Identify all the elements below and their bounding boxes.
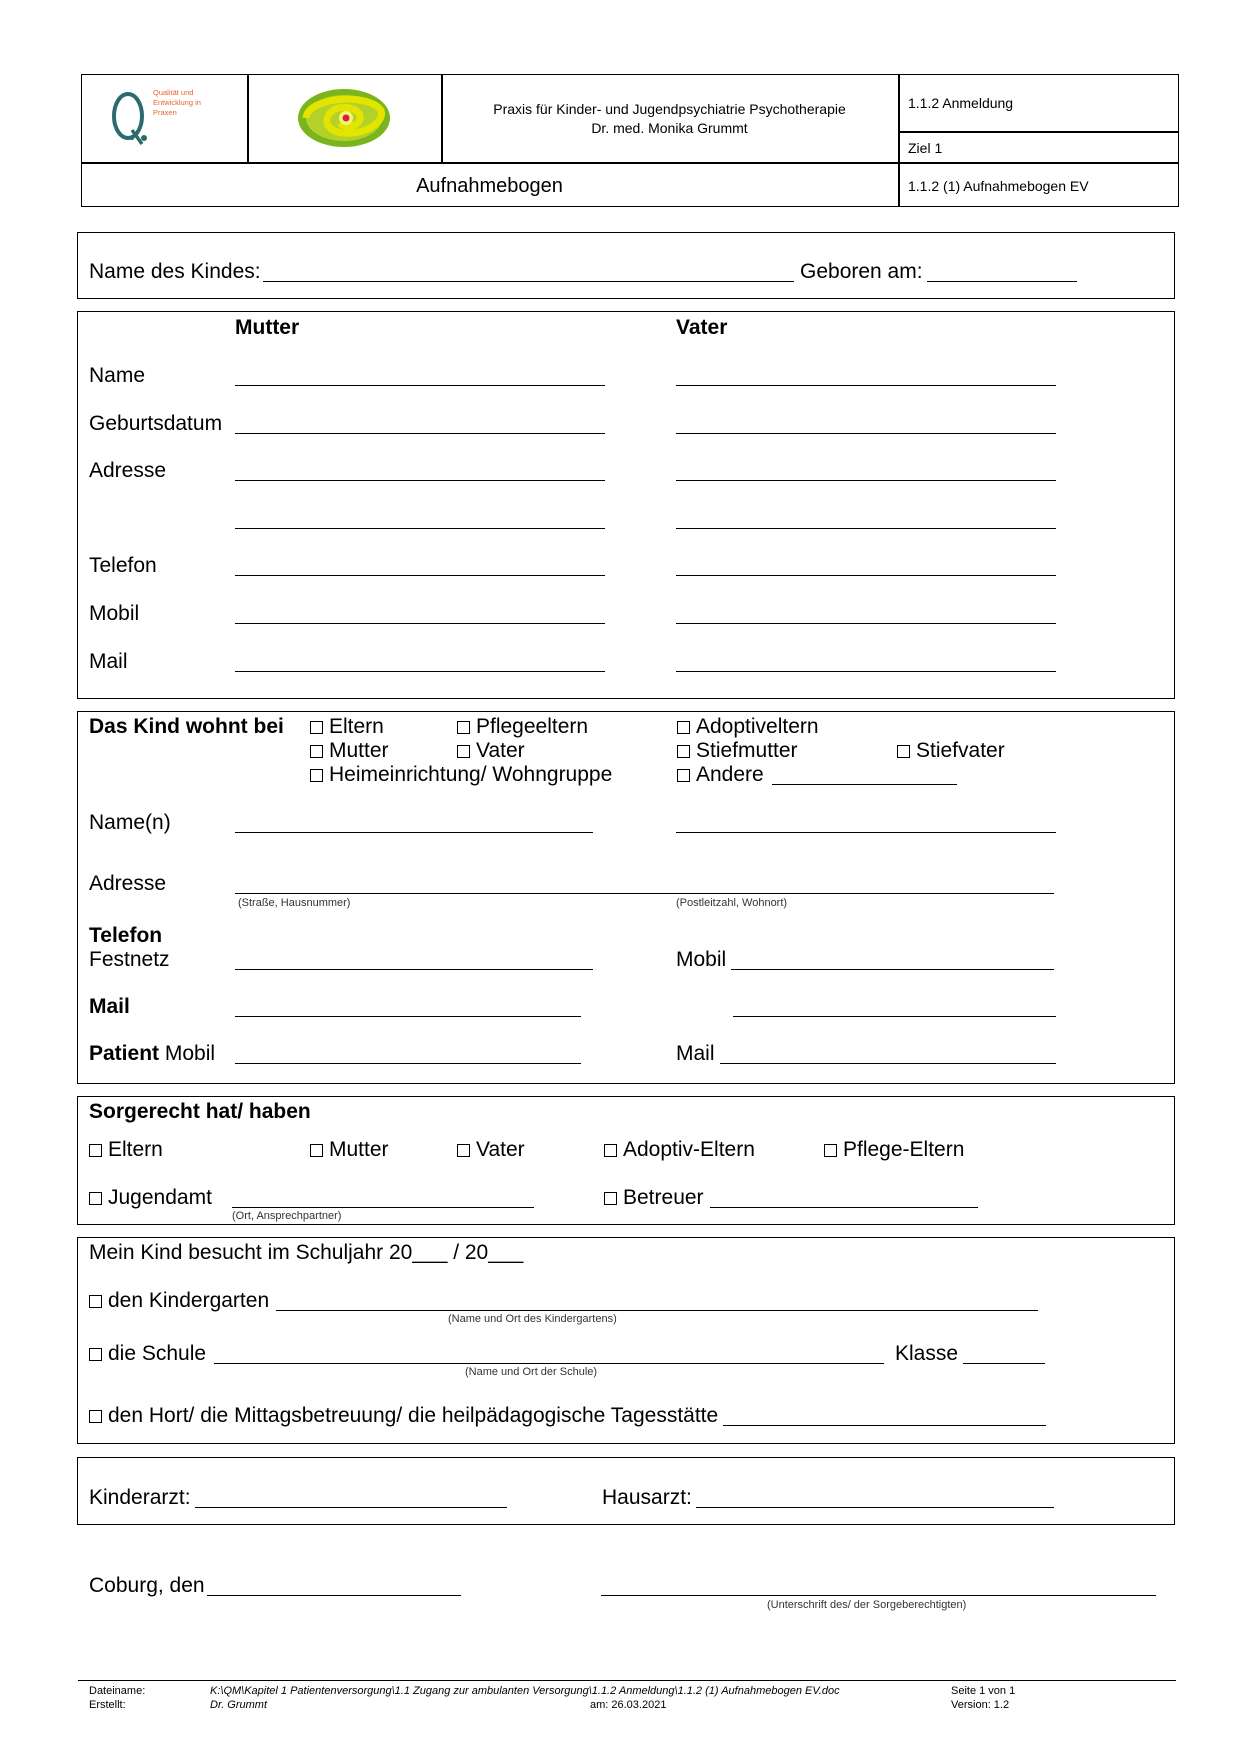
checkbox[interactable] bbox=[824, 1144, 837, 1157]
custody-mutter[interactable] bbox=[310, 1139, 389, 1160]
option-label: Heimeinrichtung/ Wohngruppe bbox=[329, 763, 613, 786]
father-mail-field[interactable] bbox=[676, 671, 1056, 672]
checkbox[interactable] bbox=[310, 721, 323, 734]
checkbox[interactable] bbox=[310, 769, 323, 782]
birthdate-field[interactable] bbox=[927, 281, 1077, 282]
option-label: Mutter bbox=[329, 739, 389, 762]
option-label: Pflege-Eltern bbox=[843, 1138, 965, 1161]
class-label: Klasse bbox=[895, 1342, 959, 1365]
option-label: Eltern bbox=[329, 715, 384, 738]
address-field[interactable] bbox=[235, 893, 1054, 894]
option-vater[interactable] bbox=[457, 740, 525, 761]
pediatrician-field[interactable] bbox=[195, 1507, 507, 1508]
patient-label: Patient bbox=[89, 1042, 160, 1065]
patient-mobile-label bbox=[89, 1043, 215, 1064]
document-ref: 1.1.2 (1) Aufnahmebogen EV bbox=[908, 178, 1089, 194]
mail-field-1[interactable] bbox=[235, 1016, 581, 1017]
mother-mobile-field[interactable] bbox=[235, 623, 605, 624]
father-address-field[interactable] bbox=[676, 480, 1056, 481]
option-label: Adoptiveltern bbox=[696, 715, 819, 738]
father-heading: Vater bbox=[676, 316, 728, 339]
custody-eltern[interactable] bbox=[89, 1139, 163, 1160]
checkbox[interactable] bbox=[897, 745, 910, 758]
checkbox[interactable] bbox=[89, 1295, 102, 1308]
qm-logo bbox=[108, 86, 218, 150]
checkbox[interactable] bbox=[310, 745, 323, 758]
option-label: Jugendamt bbox=[108, 1186, 212, 1209]
landline-label: Festnetz bbox=[89, 948, 170, 971]
gp-field[interactable] bbox=[696, 1507, 1054, 1508]
qm-logo-text: Qualität und Entwicklung in Praxen bbox=[153, 88, 201, 117]
father-phone-field[interactable] bbox=[676, 575, 1056, 576]
mobile-field[interactable] bbox=[731, 969, 1054, 970]
custody-heading: Sorgerecht hat/ haben bbox=[89, 1100, 311, 1123]
parent-row-label: Name bbox=[89, 364, 146, 387]
option-pflegeeltern[interactable] bbox=[457, 716, 588, 737]
class-field[interactable] bbox=[963, 1363, 1045, 1364]
mother-address2-field[interactable] bbox=[235, 528, 605, 529]
parent-row-label: Mobil bbox=[89, 602, 140, 625]
option-andere[interactable] bbox=[677, 764, 764, 785]
document-title: Aufnahmebogen bbox=[416, 175, 563, 197]
checkbox[interactable] bbox=[89, 1144, 102, 1157]
father-birthdate-field[interactable] bbox=[676, 433, 1056, 434]
custody-vater[interactable] bbox=[457, 1139, 525, 1160]
option-hort[interactable] bbox=[89, 1405, 718, 1426]
checkbox[interactable] bbox=[677, 721, 690, 734]
hort-field[interactable] bbox=[723, 1425, 1046, 1426]
father-name-field[interactable] bbox=[676, 385, 1056, 386]
option-label: Vater bbox=[476, 1138, 525, 1161]
option-label: Stiefmutter bbox=[696, 739, 798, 762]
signature-field[interactable] bbox=[601, 1595, 1156, 1596]
option-label: die Schule bbox=[108, 1342, 207, 1365]
created-date: am: 26.03.2021 bbox=[590, 1699, 667, 1711]
goal-label: Ziel 1 bbox=[908, 140, 943, 156]
option-label: Mutter bbox=[329, 1138, 389, 1161]
place-date-field[interactable] bbox=[207, 1595, 461, 1596]
phone-label: Telefon bbox=[89, 924, 163, 947]
option-adoptiveltern[interactable] bbox=[677, 716, 819, 737]
option-label: Adoptiv-Eltern bbox=[623, 1138, 755, 1161]
option-stiefmutter[interactable] bbox=[677, 740, 798, 761]
checkbox[interactable] bbox=[457, 721, 470, 734]
child-name-label: Name des Kindes: bbox=[89, 260, 261, 283]
author: Dr. Grummt bbox=[210, 1699, 268, 1711]
option-label: Pflegeeltern bbox=[476, 715, 589, 738]
page-number: Seite 1 von 1 bbox=[951, 1685, 1016, 1697]
zip-hint: (Postleitzahl, Wohnort) bbox=[676, 897, 788, 909]
parent-row-label: Geburtsdatum bbox=[89, 412, 223, 435]
patient-mobile-text: Mobil bbox=[164, 1042, 216, 1065]
patient-mail-field[interactable] bbox=[720, 1063, 1056, 1064]
mail-label: Mail bbox=[89, 995, 130, 1018]
option-mutter[interactable] bbox=[310, 740, 389, 761]
checkbox[interactable] bbox=[677, 769, 690, 782]
practice-name: Praxis für Kinder- und Jugendpsychiatrie Psychotherapie bbox=[493, 101, 846, 117]
option-label: Stiefvater bbox=[916, 739, 1005, 762]
jugendamt-hint: (Ort, Ansprechpartner) bbox=[232, 1210, 342, 1222]
practice-logo bbox=[296, 87, 392, 154]
birthdate-label: Geboren am: bbox=[800, 260, 923, 283]
option-school[interactable] bbox=[89, 1343, 206, 1364]
andere-field[interactable] bbox=[772, 784, 957, 785]
gp-label: Hausarzt: bbox=[602, 1486, 692, 1509]
custody-adoptiv[interactable] bbox=[604, 1139, 755, 1160]
patient-mail-label: Mail bbox=[676, 1042, 715, 1065]
parent-row-label: Adresse bbox=[89, 459, 167, 482]
father-address2-field[interactable] bbox=[676, 528, 1056, 529]
school-year-heading: Mein Kind besucht im Schuljahr 20___ / 20___ bbox=[89, 1241, 524, 1264]
option-heim[interactable] bbox=[310, 764, 612, 785]
pediatrician-label: Kinderarzt: bbox=[89, 1486, 191, 1509]
school-field[interactable] bbox=[214, 1363, 884, 1364]
parent-row-label: Telefon bbox=[89, 554, 157, 577]
option-label: Andere bbox=[696, 763, 764, 786]
filename-label: Dateiname: bbox=[89, 1685, 146, 1697]
checkbox[interactable] bbox=[89, 1410, 102, 1423]
created-label: Erstellt: bbox=[89, 1699, 126, 1711]
kindergarten-hint: (Name und Ort des Kindergartens) bbox=[448, 1313, 617, 1325]
option-label: den Kindergarten bbox=[108, 1289, 270, 1312]
option-label: Betreuer bbox=[623, 1186, 704, 1209]
betreuer-field[interactable] bbox=[710, 1207, 978, 1208]
mother-mail-field[interactable] bbox=[235, 671, 605, 672]
lives-with-heading: Das Kind wohnt bei bbox=[89, 715, 284, 738]
address-label: Adresse bbox=[89, 872, 167, 895]
names-label: Name(n) bbox=[89, 811, 171, 834]
names-field-1[interactable] bbox=[235, 832, 593, 833]
filename: K:\QM\Kapitel 1 Patientenversorgung\1.1 Zugang zur ambulanten Versorgung\1.1.2 Anmeldung\1.1.2 (1) Aufnahmebogen EV.doc bbox=[210, 1685, 840, 1697]
child-name-field[interactable] bbox=[263, 281, 794, 282]
mail-field-2[interactable] bbox=[733, 1016, 1056, 1017]
father-mobile-field[interactable] bbox=[676, 623, 1056, 624]
landline-field[interactable] bbox=[235, 969, 593, 970]
mother-address-field[interactable] bbox=[235, 480, 605, 481]
option-eltern[interactable] bbox=[310, 716, 384, 737]
checkbox[interactable] bbox=[604, 1192, 617, 1205]
mobile-label: Mobil bbox=[676, 948, 727, 971]
mother-birthdate-field[interactable] bbox=[235, 433, 605, 434]
option-kindergarten[interactable] bbox=[89, 1290, 269, 1311]
signature-hint: (Unterschrift des/ der Sorgeberechtigten) bbox=[767, 1599, 967, 1611]
custody-jugendamt[interactable] bbox=[89, 1187, 212, 1208]
checkbox[interactable] bbox=[89, 1192, 102, 1205]
jugendamt-field[interactable] bbox=[232, 1207, 534, 1208]
school-hint: (Name und Ort der Schule) bbox=[465, 1366, 598, 1378]
parent-row-label: Mail bbox=[89, 650, 128, 673]
option-label: Vater bbox=[476, 739, 525, 762]
checkbox[interactable] bbox=[604, 1144, 617, 1157]
option-stiefvater[interactable] bbox=[897, 740, 1005, 761]
checkbox[interactable] bbox=[457, 1144, 470, 1157]
kindergarten-field[interactable] bbox=[276, 1310, 1038, 1311]
checkbox[interactable] bbox=[89, 1348, 102, 1361]
custody-betreuer[interactable] bbox=[604, 1187, 704, 1208]
mother-phone-field[interactable] bbox=[235, 575, 605, 576]
patient-mobile-field[interactable] bbox=[235, 1063, 581, 1064]
custody-pflege[interactable] bbox=[824, 1139, 964, 1160]
option-label: Eltern bbox=[108, 1138, 163, 1161]
mother-heading: Mutter bbox=[235, 316, 300, 339]
checkbox[interactable] bbox=[677, 745, 690, 758]
checkbox[interactable] bbox=[310, 1144, 323, 1157]
practice-doctor: Dr. med. Monika Grummt bbox=[591, 120, 748, 136]
section-label: 1.1.2 Anmeldung bbox=[908, 95, 1014, 111]
mother-name-field[interactable] bbox=[235, 385, 605, 386]
place-date-label: Coburg, den bbox=[89, 1574, 205, 1597]
option-label: den Hort/ die Mittagsbetreuung/ die heilpädagogische Tagesstätte bbox=[108, 1404, 719, 1427]
version: Version: 1.2 bbox=[951, 1699, 1010, 1711]
names-field-2[interactable] bbox=[676, 832, 1056, 833]
checkbox[interactable] bbox=[457, 745, 470, 758]
street-hint: (Straße, Hausnummer) bbox=[238, 897, 351, 909]
